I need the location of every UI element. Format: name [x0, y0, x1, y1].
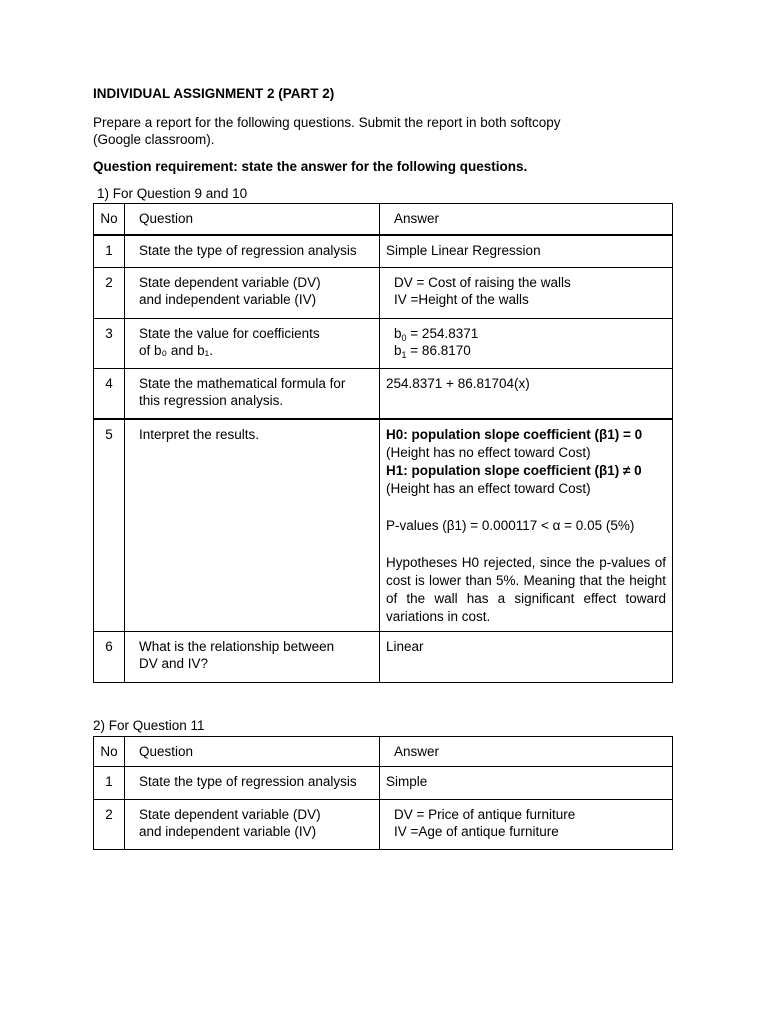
question-line: State dependent variable (DV): [139, 807, 321, 822]
row-no: 6: [94, 632, 125, 683]
assignment-title: INDIVIDUAL ASSIGNMENT 2 (PART 2): [93, 86, 335, 101]
question-line: and independent variable (IV): [139, 292, 317, 307]
header-no: No: [94, 204, 125, 235]
row-answer: [380, 419, 673, 632]
answer-line: DV = Cost of raising the walls: [394, 275, 571, 290]
header-question: Question: [125, 737, 380, 767]
row-question: [125, 632, 380, 683]
table-row: [94, 800, 673, 850]
row-no: 4: [94, 369, 125, 419]
question-line: of b₀ and b₁.: [139, 343, 213, 358]
header-answer: Answer: [380, 737, 673, 767]
table-header-row: [94, 737, 673, 767]
question-line: What is the relationship between: [139, 639, 335, 654]
table-header-row: [94, 204, 673, 235]
row-answer: [380, 319, 673, 369]
row-answer: Simple: [380, 767, 673, 800]
row-question: [125, 268, 380, 319]
table-row: [94, 632, 673, 683]
table-row: [94, 419, 673, 632]
intro-line-2: (Google classroom).: [93, 132, 215, 147]
question-line: State the mathematical formula for: [139, 376, 346, 391]
question-line: State the value for coefficients: [139, 326, 320, 341]
table-row: [94, 767, 673, 800]
table-row: [94, 369, 673, 419]
section2-heading: 2) For Question 11: [93, 718, 205, 733]
table-row: [94, 268, 673, 319]
question-line: and independent variable (IV): [139, 824, 317, 839]
row-question: State the type of regression analysis: [125, 235, 380, 268]
answer-line: (Height has an effect toward Cost): [386, 480, 591, 496]
row-no: 3: [94, 319, 125, 369]
answer-line: $b_0 = 254.8371$: [394, 326, 479, 343]
row-no: 1: [94, 235, 125, 268]
header-answer: Answer: [380, 204, 673, 235]
row-answer: 254.8371 + 86.81704(x): [380, 369, 673, 419]
question-line: DV and IV?: [139, 656, 209, 671]
question-line: State dependent variable (DV): [139, 275, 321, 290]
row-no: 5: [94, 419, 125, 632]
section2-table: [93, 736, 673, 850]
row-answer: Linear: [380, 632, 673, 683]
row-question: [125, 800, 380, 850]
table-row: [94, 319, 673, 369]
row-question: State the type of regression analysis: [125, 767, 380, 800]
p-value-line: P-values (β1) = 0.000117 < α = 0.05 (5%): [386, 517, 635, 533]
intro-text: [93, 114, 653, 148]
section1-table: [93, 203, 673, 683]
row-no: 2: [94, 268, 125, 319]
answer-line: DV = Price of antique furniture: [394, 807, 576, 822]
question-requirement: Question requirement: state the answer for the following questions.: [93, 159, 528, 174]
row-question: [125, 369, 380, 419]
header-question: Question: [125, 204, 380, 235]
section1-heading: 1) For Question 9 and 10: [97, 186, 248, 201]
table-row: [94, 235, 673, 268]
hypothesis-h0: H0: population slope coefficient (β1) = 0: [386, 426, 643, 442]
row-no: 1: [94, 767, 125, 800]
row-no: 2: [94, 800, 125, 850]
header-no: No: [94, 737, 125, 767]
row-question: Interpret the results.: [125, 419, 380, 632]
conclusion-text: Hypotheses H0 rejected, since the p-values of cost is lower than 5%. Meaning that the height of the wall has a significant effect toward variations in cost.: [386, 554, 666, 624]
answer-line: IV =Height of the walls: [394, 292, 529, 307]
row-question: [125, 319, 380, 369]
row-answer: [380, 800, 673, 850]
hypothesis-h1: H1: population slope coefficient (β1) ≠ 0: [386, 462, 642, 478]
answer-line: $b_1 = 86.8170$: [394, 343, 471, 360]
intro-line-1: Prepare a report for the following questions. Submit the report in both softcopy: [93, 115, 561, 130]
question-line: this regression analysis.: [139, 393, 284, 408]
row-answer: Simple Linear Regression: [380, 235, 673, 268]
answer-line: (Height has no effect toward Cost): [386, 444, 591, 460]
row-answer: [380, 268, 673, 319]
answer-line: IV =Age of antique furniture: [394, 824, 559, 839]
